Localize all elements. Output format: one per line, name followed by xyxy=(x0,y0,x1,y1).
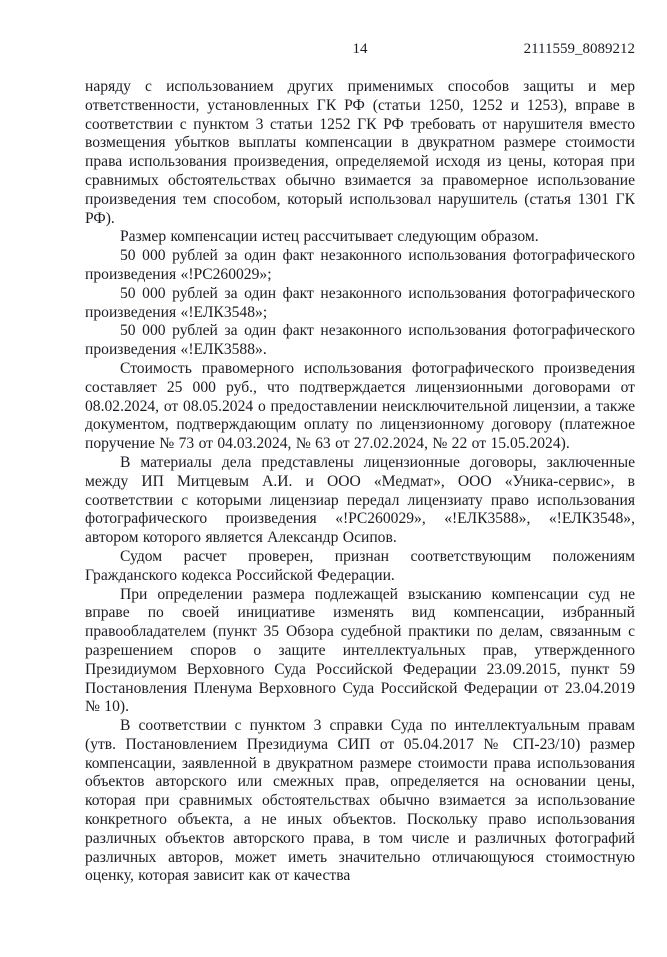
paragraph: Размер компенсации истец рассчитывает следующим образом. xyxy=(120,228,539,246)
document-body xyxy=(85,78,635,886)
paragraph: При определении размера подлежащей взысканию компенсации суд не вправе по своей инициативе изменять вид компенсации, избранный правообладателем (пункт 35 Обзора судебной практики по делам, связанным с разрешением споров о защите интеллектуальных прав, утвержденного Президиумом Верховного Суда Российской Федерации 23.09.2015, пункт 59 Постановления Пленума Верховного Суда Российской Федерации от 23.04.2019 № 10). xyxy=(85,585,635,716)
paragraph: В материалы дела представлены лицензионные договоры, заключенные между ИП Митцевым А.И. и ООО «Медмат», ООО «Уника-сервис», в соответствии с которыми лицензиар передал лицензиату право использования фотографического произведения «!PC260029», «!ЕЛК3588», «!ЕЛК3548», автором которого является Александр Осипов. xyxy=(85,453,635,547)
paragraph: 50 000 рублей за один факт незаконного использования фотографического произведения «!ЕЛК3588». xyxy=(85,322,635,359)
document-content xyxy=(85,40,635,886)
paragraph: 50 000 рублей за один факт незаконного использования фотографического произведения «!ЕЛК3548»; xyxy=(85,284,635,321)
paragraph: В соответствии с пунктом 3 справки Суда по интеллектуальным правам (утв. Постановлением Президиума СИП от 05.04.2017 № СП-23/10) размер компенсации, заявленной в двукратном размере стоимости права использования объектов авторского или смежных прав, определяется на основании цены, которая при сравнимых обстоятельствах обычно взимается за использование конкретного объекта, а не иных объектов. Поскольку право использования различных объектов авторского права, в том числе и различных фотографий различных авторов, может иметь значительно отличающуюся стоимостную оценку, которая зависит как от качества xyxy=(85,717,635,885)
page-number: 14 xyxy=(352,41,368,57)
paragraph: Стоимость правомерного использования фотографического произведения составляет 25 000 руб., что подтверждается лицензионными договорами от 08.02.2024, от 08.05.2024 о предоставлении неисключительной лицензии, а также документом, подтверждающим оплату по лицензионному договору (платежное поручение № 73 от 04.03.2024, № 63 от 27.02.2024, № 22 от 15.05.2024). xyxy=(85,359,635,453)
paragraph: Судом расчет проверен, признан соответствующим положениям Гражданского кодекса Российской Федерации. xyxy=(85,547,635,584)
document-id: 2111559_8089212 xyxy=(523,41,635,57)
paragraph: наряду с использованием других применимых способов защиты и мер ответственности, установленных ГК РФ (статьи 1250, 1252 и 1253), вправе в соответствии с пунктом 3 статьи 1252 ГК РФ требовать от нарушителя вместо возмещения убытков выплаты компенсации в двукратном размере стоимости права использования произведения, определяемой исходя из цены, которая при сравнимых обстоятельствах обычно взимается за правомерное использование произведения тем способом, который использовал нарушитель (статья 1301 ГК РФ). xyxy=(85,78,635,227)
paragraph: 50 000 рублей за один факт незаконного использования фотографического произведения «!PC260029»; xyxy=(85,247,635,283)
page-header xyxy=(85,40,635,59)
